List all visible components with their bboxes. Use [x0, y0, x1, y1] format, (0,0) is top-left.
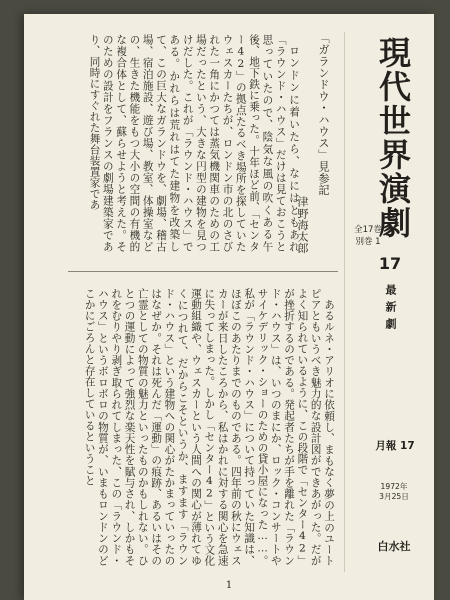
- series-title: 現代世界演劇: [374, 36, 412, 240]
- publication-day: 3月25日: [379, 492, 409, 501]
- issue-number: 17: [378, 254, 402, 273]
- monthly-report-label: 月報 17: [375, 440, 415, 452]
- article-paragraph-bottom: あるルネ・アリオに依頼し、まもなく夢の上のユートピアともいうべき魅力的な設計図ができあがった。だがよく知られているように、この段階で「センター42」が挫折するのである。発起者たちが手を離れた「ラウンド・ハウス」は、いつのまにか、ロック・コンサートやサイケデリック・ショーのための貸小屋になった……。私が「ラウンド・ハウス」について持っていた知識は、ほぼこのあたりまでのものである。四年前の秋にウェスカーが来日したころから、私はかれに対する関心を急速に失ってしまった。しかし「センター42」という文化運動組織や、ウェスカーという人間への関心が薄れてゆくにつれて、だからこそというか、ますます「ラウンド・ハウス」という建物への関心がたかまっていったのはなぜか。それは死んだ「運動」の痕跡、あるいはその亡霊としての物質の魅力といったものかもしれない。ひとつの運動によって強烈な楽天性を賦与され、しかもそれをむりやり剥ぎ取られてしまった、この「ラウンド・ハウス」というボロボロの物質が、いまもロンドンのどこかにごろんと存在しているということ: [83, 288, 335, 566]
- document-page: [24, 14, 434, 600]
- column-divider: [68, 271, 338, 272]
- article-body-bottom: [68, 288, 335, 566]
- volume-total: 全17巻: [354, 225, 382, 235]
- sidebar-divider: [344, 32, 345, 572]
- volume-supplement: 別巻 1: [355, 237, 381, 247]
- publication-date: [364, 482, 424, 502]
- publication-year: 1972年: [380, 482, 408, 491]
- article-heading: 「ガランドウ・ハウス」見参記: [317, 32, 330, 196]
- publisher-name: 白水社: [377, 540, 411, 553]
- page-number: 1: [225, 580, 233, 591]
- article-paragraph-top: ロンドンに着いたら、なにはともあれ「ラウンド・ハウス」だけは見ておこうと思っていたので、陰気な風の吹くある午後、地下鉄に乗った。十年ほど前、「センター42」の拠点たるべき場所を探していたウェスカーたちが、ロンドン市の北のさびれた一角にかつては蒸気機関車のための工場だったという、大きな円型の建物を見つけだした。これが「ラウンド・ハウス」である。かれらは荒れはてた建物を改築して、この巨大なガランドウを、劇場、稽古場、宿泊施設、遊び場、教室、体操室などの、生きた機能をもつ大小の空間の有機的な複合体として、蘇らせようと考えた。そのための設計をフランスの劇場建築家であり、同時にすぐれた舞台装置家であ: [88, 34, 300, 252]
- article-author: 津野海太郎: [296, 196, 309, 254]
- volume-info: [350, 224, 386, 248]
- article-body-top: [88, 34, 300, 252]
- issue-title: 最新劇: [384, 284, 397, 335]
